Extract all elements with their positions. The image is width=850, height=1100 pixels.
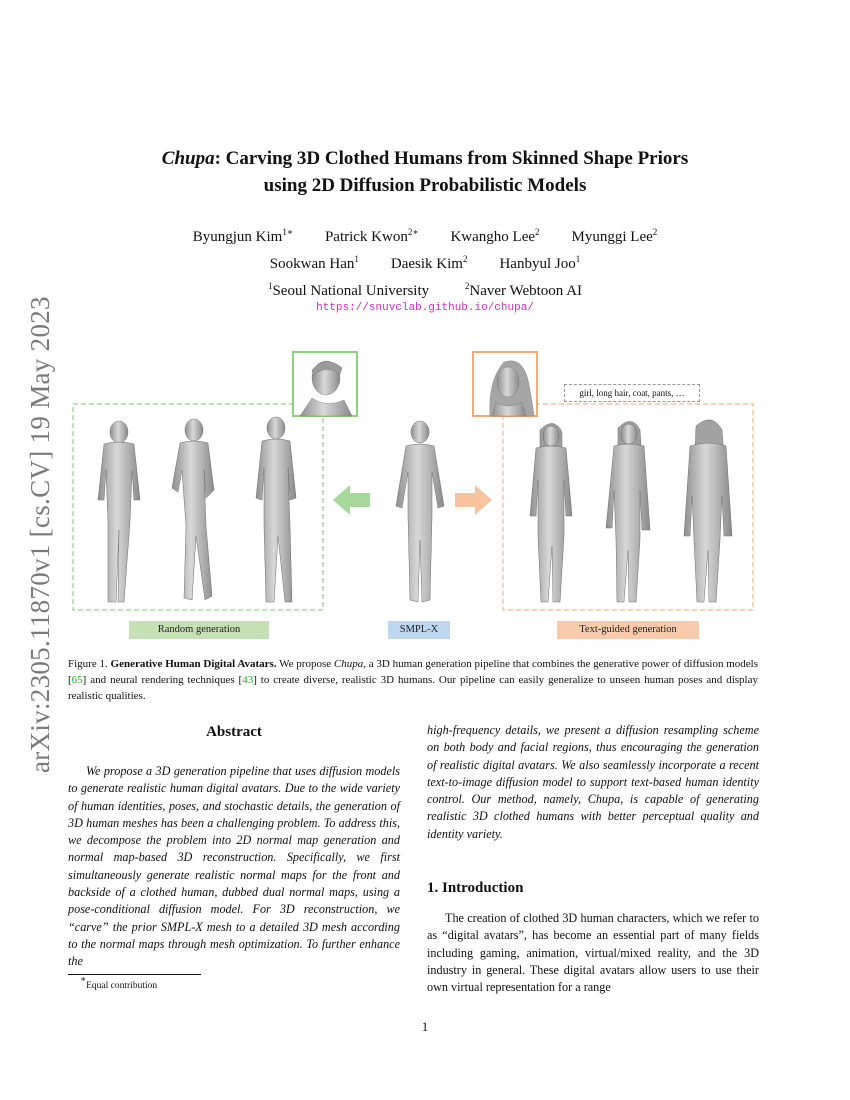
left-arrow-icon bbox=[333, 485, 370, 515]
title-italic: Chupa bbox=[161, 148, 215, 169]
author-0: Byungjun Kim$^{1∗}$ bbox=[192, 227, 293, 245]
text-guided-human-3 bbox=[684, 420, 732, 602]
random-human-1 bbox=[98, 421, 140, 602]
affiliation-1: $^1$Seoul National University bbox=[267, 281, 430, 299]
project-url-link[interactable]: https://snuvclab.github.io/chupa/ bbox=[316, 302, 534, 314]
title-line1: : Carving 3D Clothed Humans from Skinned Shape Priors bbox=[214, 148, 689, 169]
introduction-text: The creation of clothed 3D human characters, which we refer to as “digital avatars”, has become an essential part of many fields including gaming, animation, virtual/mixed reality, and the 3D industry in general. These digital avatars allow users to use their own virtual representation for a range bbox=[427, 911, 759, 995]
teaser-figure bbox=[0, 340, 850, 645]
text-guided-human-2 bbox=[606, 421, 650, 602]
title-line2: using 2D Diffusion Probabilistic Models bbox=[263, 175, 587, 196]
abstract-continuation: high-frequency details, we present a diffusion resampling scheme on both body and facial regions, thus encouraging the generation of realistic digital avatars. We also seamlessly incorporate a recent text-to-image diffusion model to support text-based human identity control. Our method, namely, Chupa, is capable of generating realistic 3D clothed humans with better perceptual quality and identity variety. bbox=[427, 723, 759, 841]
abstract-text: We propose a 3D generation pipeline that uses diffusion models to generate realistic human digital avatars. Due to the wide variety of human identities, poses, and stochastic details, the generation of 3D human meshes has been a challenging problem. To address this, we decompose the problem into 2D normal map generation and normal map-based 3D reconstruction. Specifically, we first simultaneously generate realistic normal maps for the front and backside of a clothed human, dubbed dual normal maps, using a pose-conditional diffusion model. For 3D reconstruction, we “carve” the prior SMPL-X mesh to a detailed 3D mesh according to the normal maps through mesh optimization. To further enhance the bbox=[68, 764, 400, 969]
affiliation-2: $^2$Naver Webtoon AI bbox=[464, 281, 583, 299]
random-human-3 bbox=[256, 417, 296, 602]
prompt-text-box: girl, long hair, coat, pants, … bbox=[564, 384, 700, 402]
page-number: 1 bbox=[421, 1019, 429, 1034]
arxiv-identifier: arXiv:2305.11870v1 [cs.CV] 19 May 2023 bbox=[25, 296, 55, 773]
author-1: Patrick Kwon$^{2∗}$ bbox=[324, 227, 419, 245]
introduction-heading: 1. Introduction bbox=[427, 880, 524, 896]
paper-title bbox=[80, 145, 770, 199]
random-generation-label: Random generation bbox=[129, 621, 269, 639]
smplx-label: SMPL-X bbox=[388, 621, 450, 639]
affiliations bbox=[80, 281, 770, 301]
author-second-row-0: Sookwan Han$^1$ bbox=[269, 254, 359, 272]
ref-43-link[interactable]: 43 bbox=[242, 674, 254, 686]
right-arrow-icon bbox=[455, 485, 492, 515]
text-guided-label: Text-guided generation bbox=[557, 621, 699, 639]
text-guided-human-1 bbox=[530, 423, 572, 602]
author-3: Myunggi Lee$^2$ bbox=[571, 227, 658, 245]
abstract-heading: Abstract bbox=[206, 724, 262, 740]
author-second-row-2: Hanbyul Joo$^1$ bbox=[499, 254, 581, 272]
author-second-row-1: Daesik Kim$^2$ bbox=[390, 254, 468, 272]
footnote-divider bbox=[68, 974, 201, 975]
footnote: ∗Equal contribution bbox=[80, 974, 158, 991]
random-human-2 bbox=[172, 419, 214, 600]
ref-65-link[interactable]: 65 bbox=[71, 674, 83, 686]
author-row-1 bbox=[80, 227, 770, 247]
author-2: Kwangho Lee$^2$ bbox=[450, 227, 540, 245]
figure-caption: Figure 1. Generative Human Digital Avatars. We propose Chupa, a 3D human generation pipeline that combines the generative power of diffusion models [65] and neural rendering techniques [43] to create diverse, realistic 3D humans. Our pipeline can easily generalize to unseen human poses and display realistic qualities. bbox=[68, 658, 758, 702]
author-row-2 bbox=[80, 254, 770, 274]
smplx-body bbox=[396, 421, 444, 602]
